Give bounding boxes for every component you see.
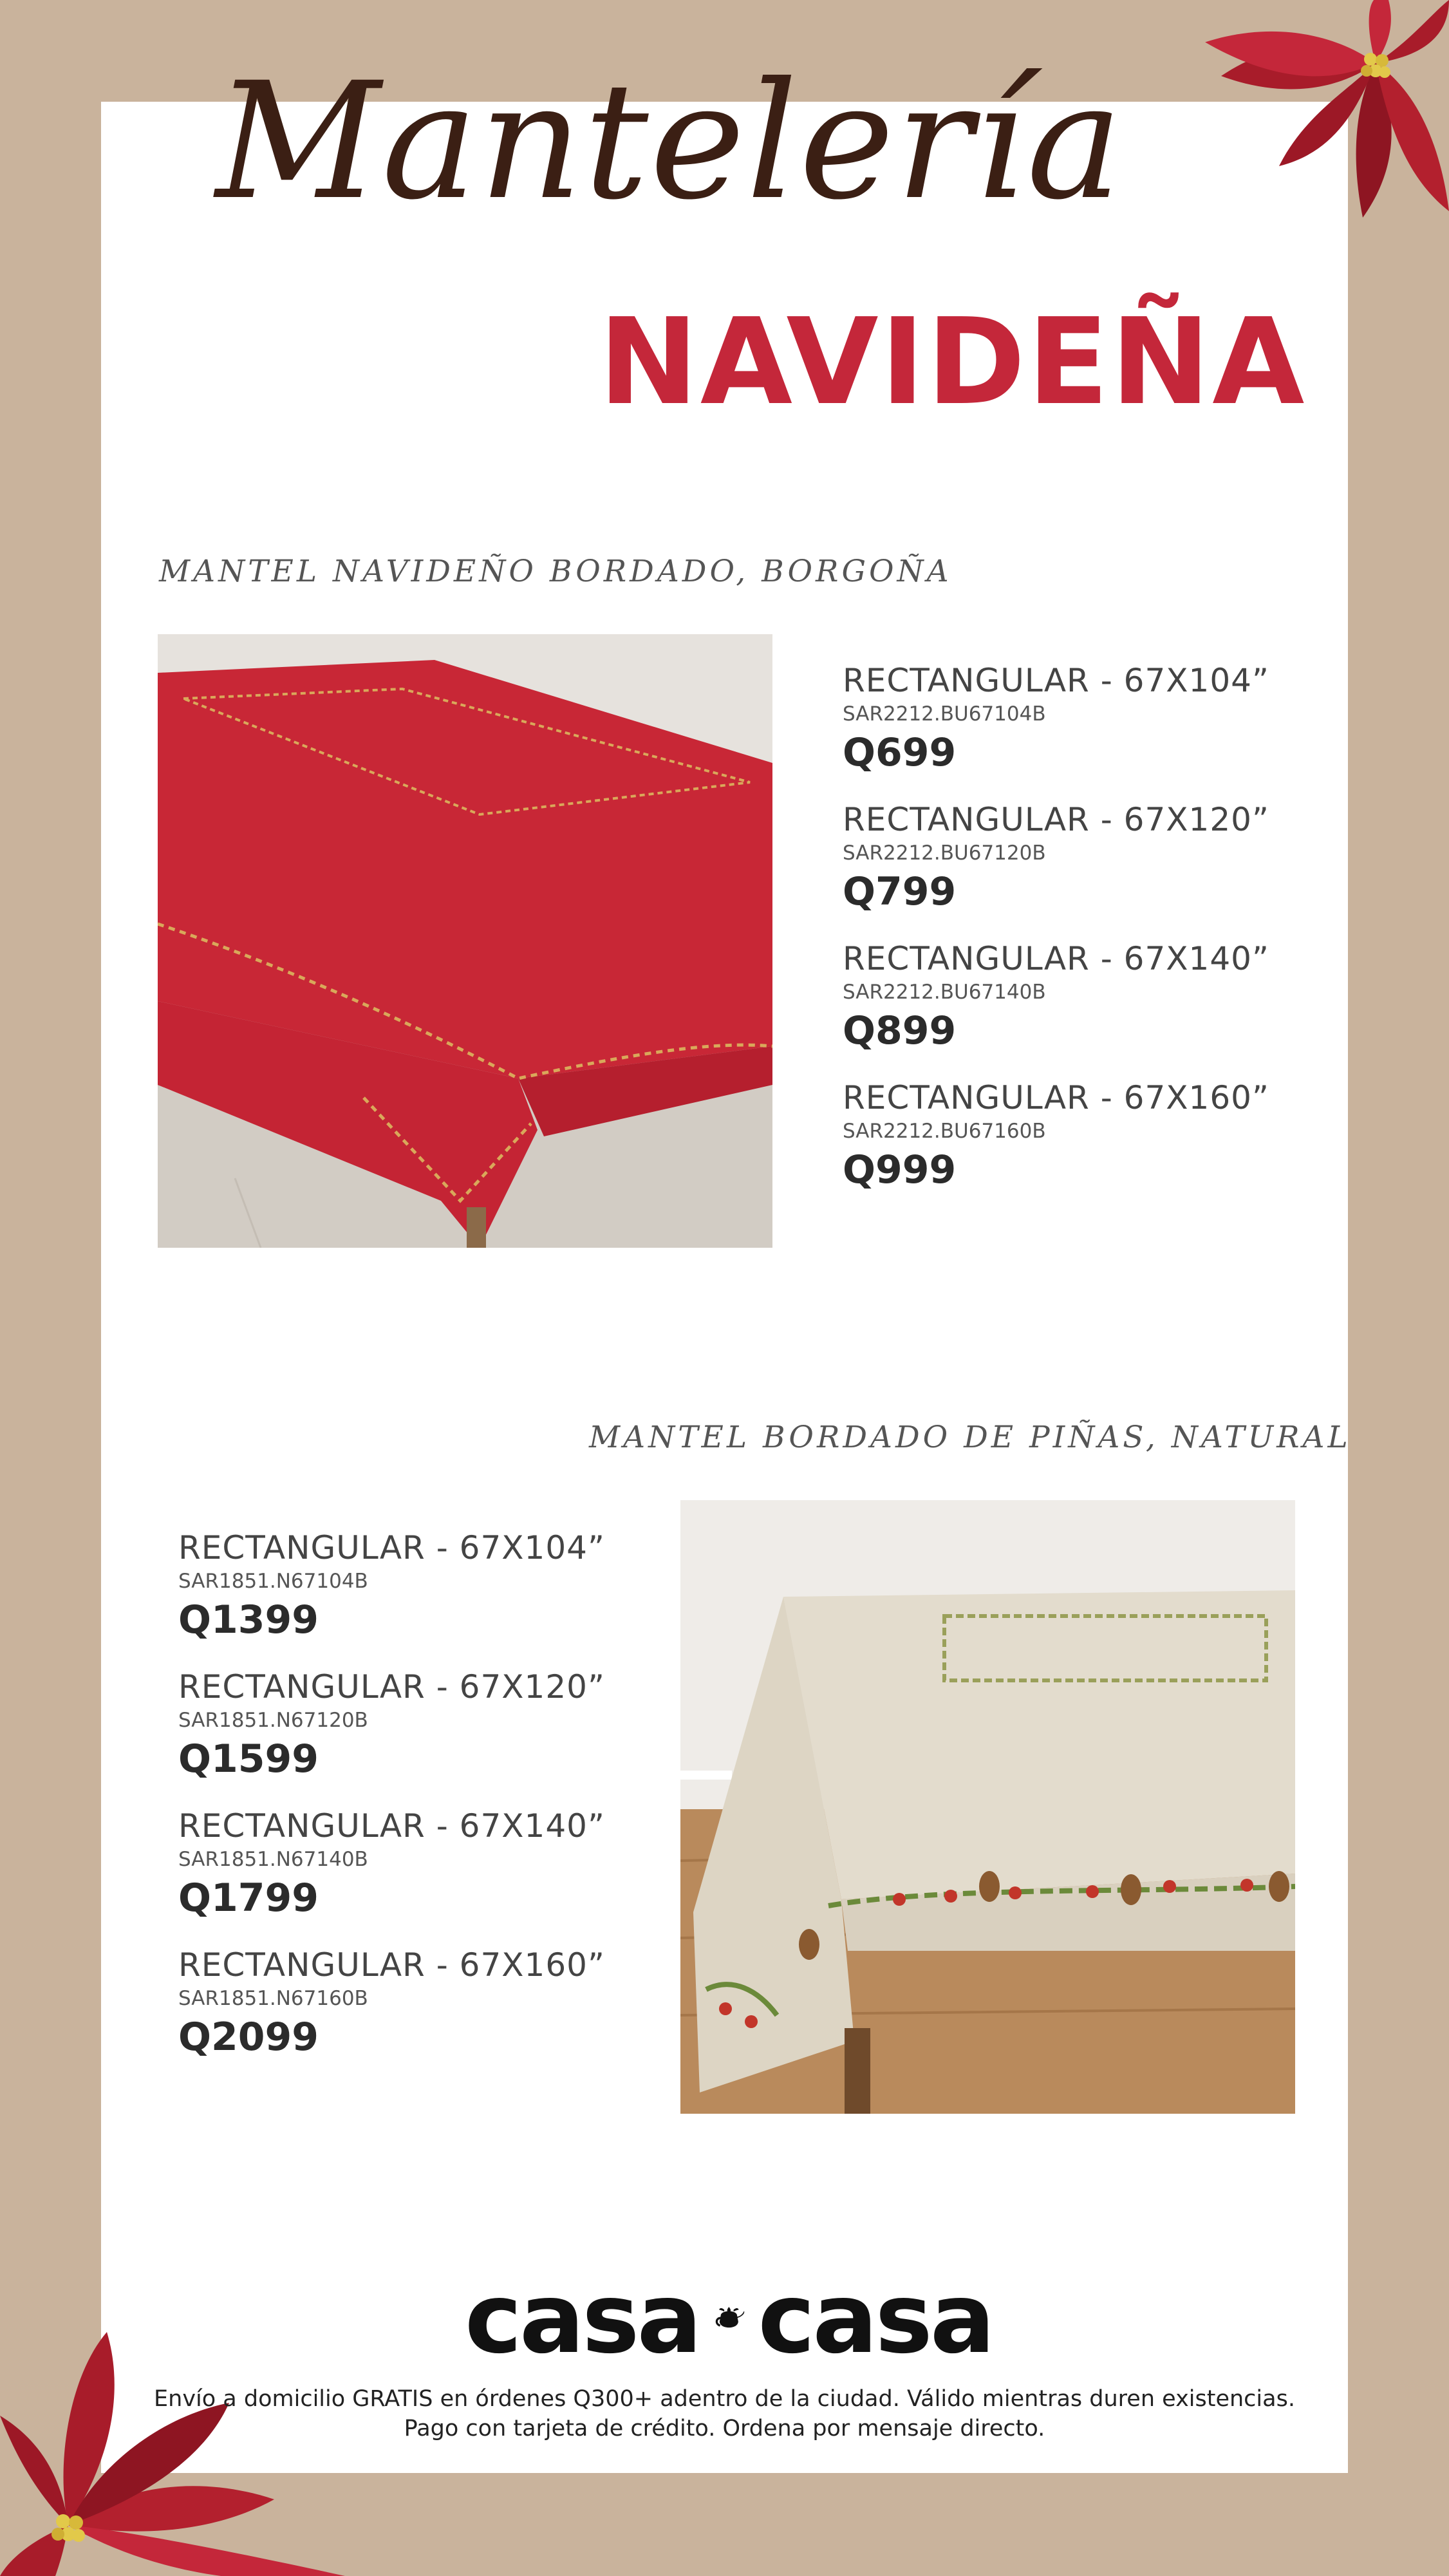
variant-price: Q799 bbox=[843, 869, 957, 914]
variant-sku: SAR2212.BU67160B bbox=[843, 1120, 1046, 1143]
variant-name: RECTANGULAR - 67X104” bbox=[178, 1529, 605, 1566]
variant-price: Q999 bbox=[843, 1147, 957, 1192]
teapot-logo-icon bbox=[713, 2280, 745, 2358]
price-list bbox=[843, 660, 1293, 1216]
variant-sku: SAR2212.BU67140B bbox=[843, 981, 1046, 1004]
variant-price: Q2099 bbox=[178, 2015, 319, 2060]
list-item bbox=[178, 1527, 629, 1666]
variant-name: RECTANGULAR - 67X160” bbox=[843, 1079, 1269, 1116]
brand-word-left: casa bbox=[465, 2263, 700, 2375]
content-sheet bbox=[101, 102, 1348, 2473]
list-item bbox=[843, 938, 1293, 1077]
list-item bbox=[843, 1077, 1293, 1216]
variant-price: Q1599 bbox=[178, 1736, 319, 1782]
variant-name: RECTANGULAR - 67X120” bbox=[178, 1668, 605, 1706]
brand-logo bbox=[465, 2263, 993, 2375]
script-title: Mantelería bbox=[216, 48, 1124, 235]
variant-name: RECTANGULAR - 67X120” bbox=[843, 801, 1269, 838]
product-image-natural-tablecloth bbox=[680, 1500, 1295, 2114]
variant-name: RECTANGULAR - 67X140” bbox=[178, 1807, 605, 1845]
variant-sku: SAR2212.BU67104B bbox=[843, 702, 1046, 726]
section-title: MANTEL NAVIDEÑO BORDADO, BORGOÑA bbox=[159, 554, 952, 589]
variant-name: RECTANGULAR - 67X104” bbox=[843, 662, 1269, 699]
section-title: MANTEL BORDADO DE PIÑAS, NATURAL bbox=[589, 1420, 1351, 1455]
variant-name: RECTANGULAR - 67X140” bbox=[843, 940, 1269, 977]
variant-sku: SAR1851.N67160B bbox=[178, 1987, 368, 2010]
variant-sku: SAR1851.N67120B bbox=[178, 1709, 368, 1732]
list-item bbox=[178, 1944, 629, 2083]
list-item bbox=[178, 1666, 629, 1805]
variant-price: Q699 bbox=[843, 730, 957, 775]
brand-word-right: casa bbox=[758, 2263, 993, 2375]
variant-sku: SAR1851.N67140B bbox=[178, 1848, 368, 1871]
footer-line-2: Pago con tarjeta de crédito. Ordena por mensaje directo. bbox=[404, 2416, 1045, 2441]
price-list bbox=[178, 1527, 629, 2083]
variant-price: Q1399 bbox=[178, 1597, 319, 1642]
product-image-red-tablecloth bbox=[158, 634, 772, 1248]
variant-sku: SAR2212.BU67120B bbox=[843, 841, 1046, 865]
variant-price: Q1799 bbox=[178, 1876, 319, 1921]
list-item bbox=[843, 660, 1293, 799]
variant-price: Q899 bbox=[843, 1008, 957, 1053]
footer-line-1: Envío a domicilio GRATIS en órdenes Q300+ adentro de la ciudad. Válido mientras duren existencias. bbox=[154, 2386, 1295, 2412]
page-title: NAVIDEÑA bbox=[599, 292, 1307, 431]
list-item bbox=[843, 799, 1293, 938]
list-item bbox=[178, 1805, 629, 1944]
variant-name: RECTANGULAR - 67X160” bbox=[178, 1946, 605, 1984]
variant-sku: SAR1851.N67104B bbox=[178, 1570, 368, 1593]
